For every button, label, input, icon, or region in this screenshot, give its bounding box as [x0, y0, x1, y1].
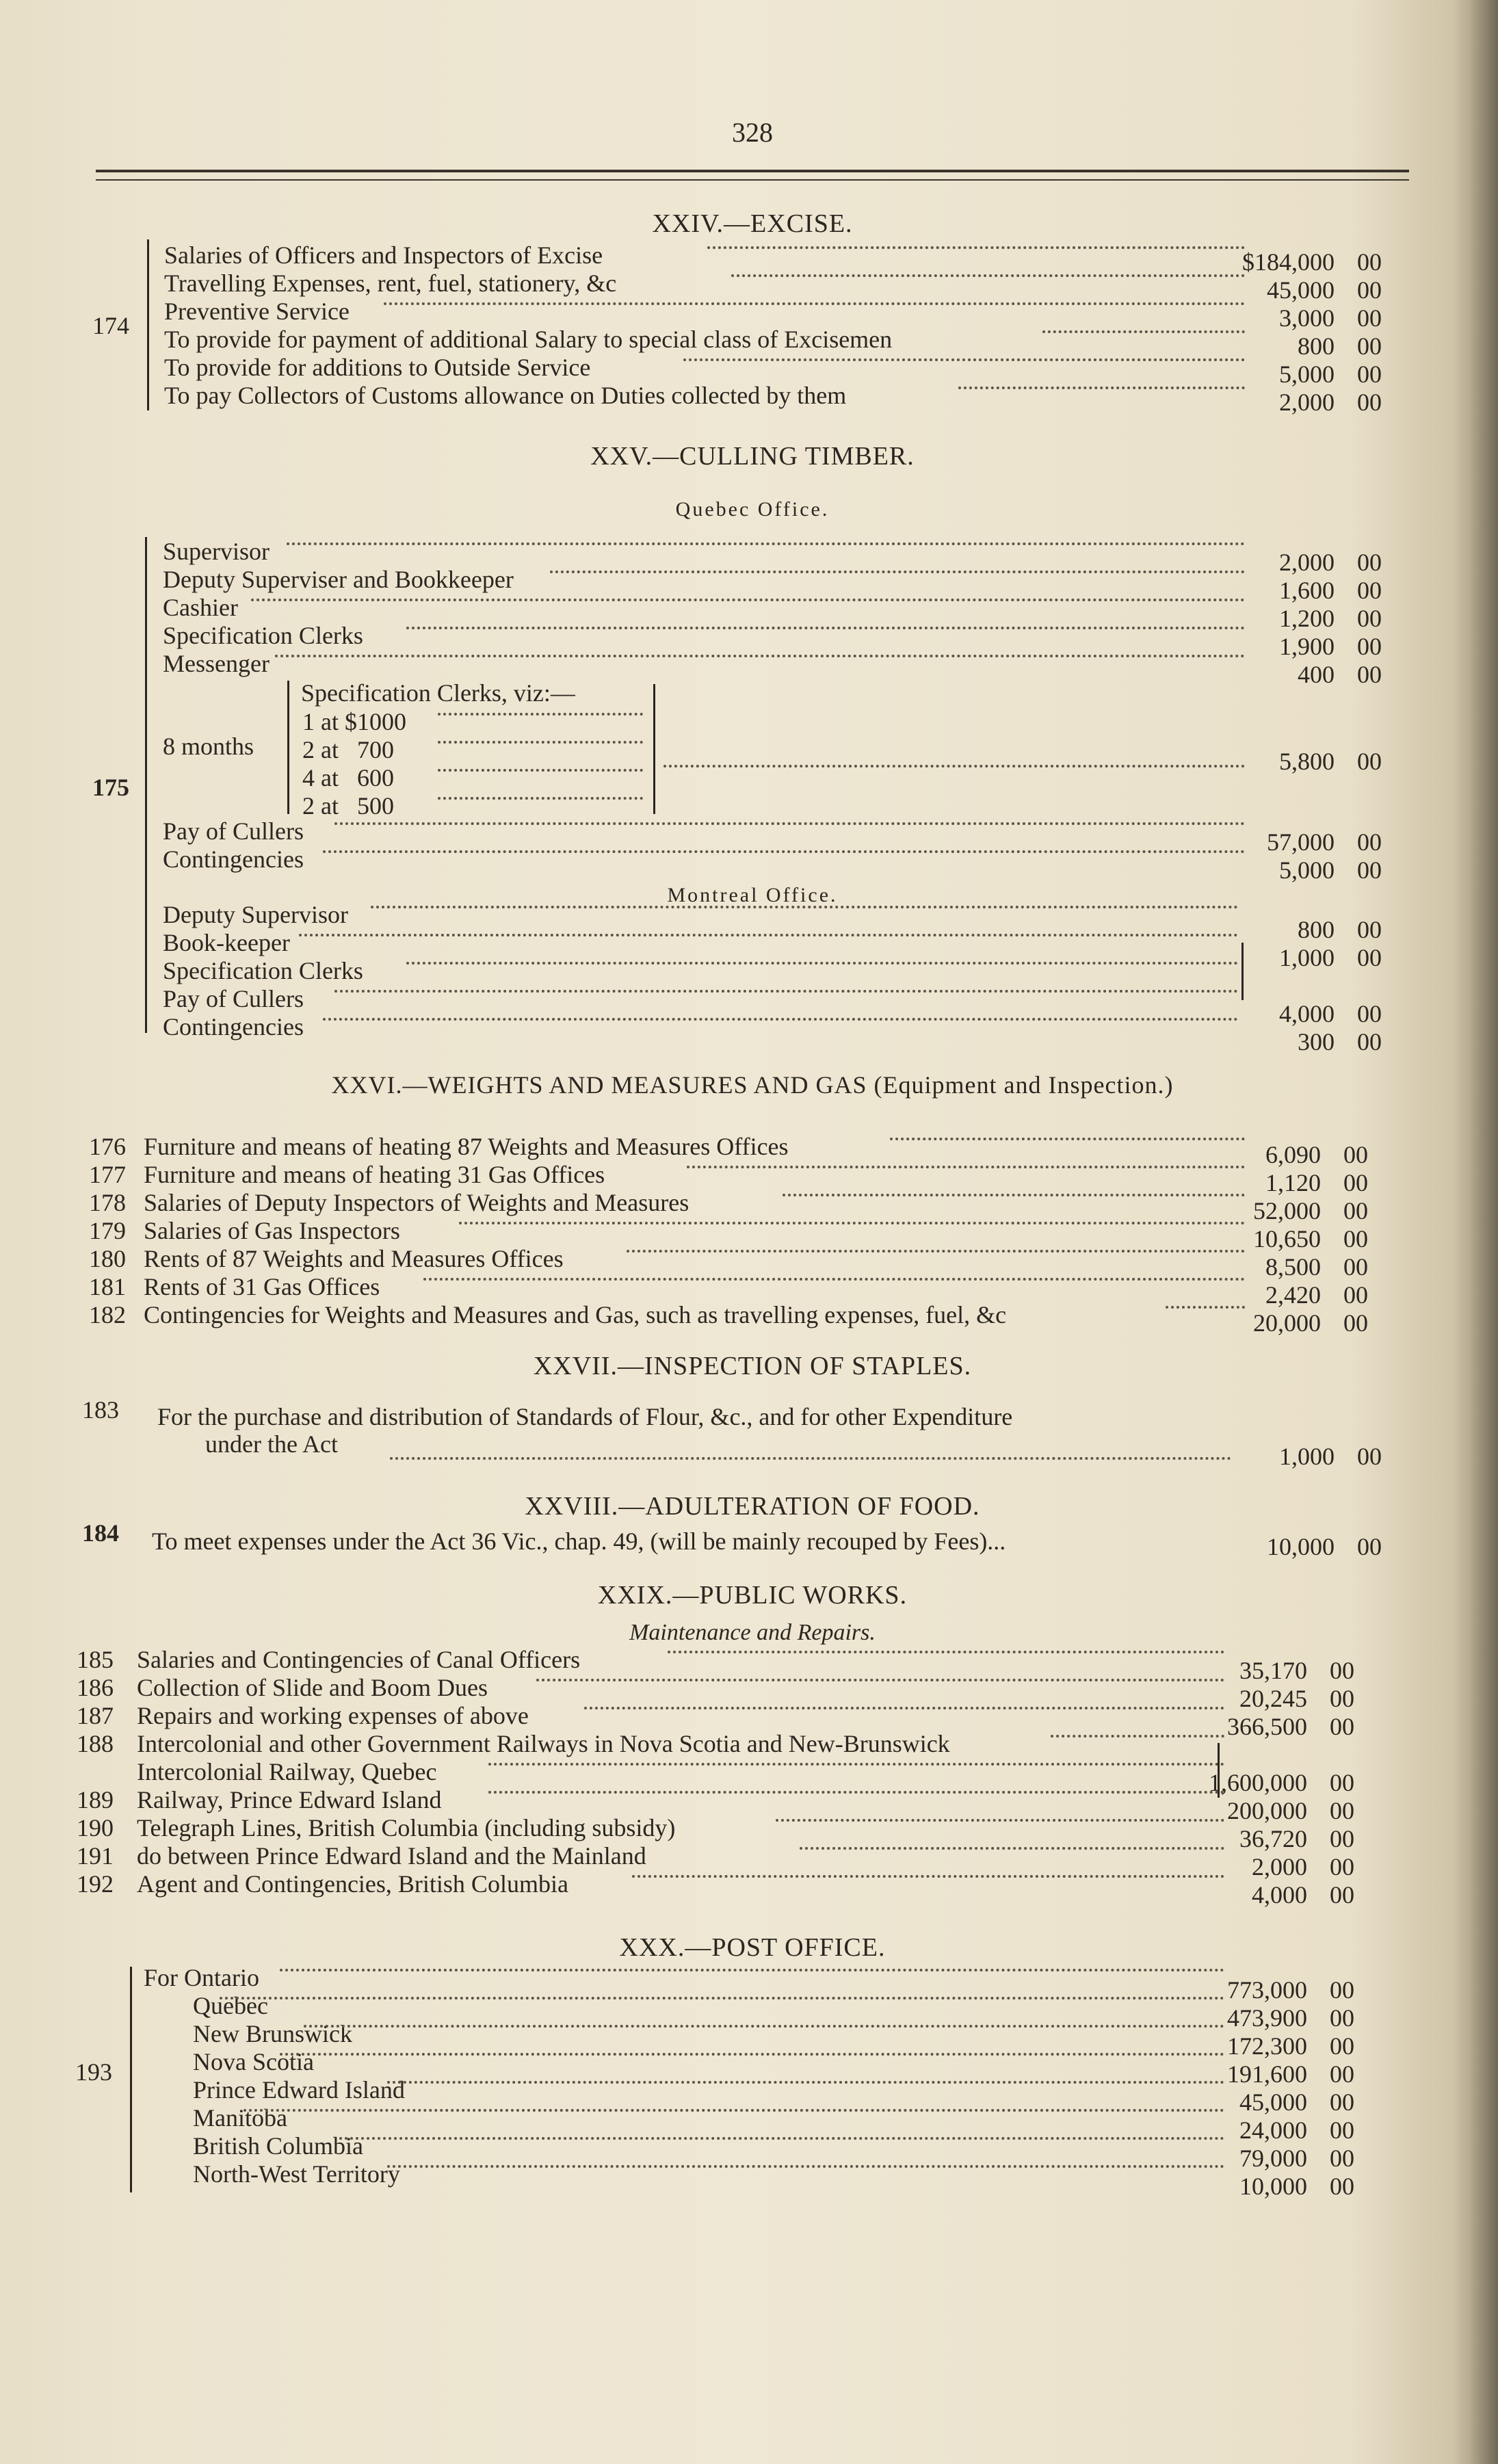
spec-row: 4 at 600	[302, 764, 394, 791]
item-amount: 6,090 00	[1265, 1141, 1368, 1168]
excise-brace	[147, 239, 149, 410]
item-text: Nova Scotia	[193, 2048, 314, 2075]
montreal-brace	[1241, 943, 1244, 1000]
item-text: Intercolonial Railway, Quebec	[137, 1758, 437, 1785]
item-text: North-West Territory	[193, 2160, 400, 2188]
leader-dots	[251, 599, 1246, 601]
item-amount: 52,000 00	[1253, 1197, 1368, 1224]
item-amount: 5,000 00	[1279, 856, 1382, 884]
leader-dots	[438, 769, 643, 772]
item-number: 189	[77, 1786, 114, 1813]
item-amount: 20,000 00	[1253, 1309, 1368, 1337]
item-text: Furniture and means of heating 87 Weights and Measures Offices	[144, 1133, 789, 1160]
adulteration-number: 184	[82, 1519, 119, 1547]
item-text: Salaries of Gas Inspectors	[144, 1217, 400, 1244]
item-amount: 5,000 00	[1279, 361, 1382, 388]
item-amount: 400 00	[1298, 661, 1382, 688]
leader-dots	[220, 1997, 1224, 2000]
post-office-heading: XXX.—POST OFFICE.	[619, 1933, 886, 1962]
top-rule-thin	[96, 179, 1409, 181]
item-amount: 172,300 00	[1227, 2032, 1354, 2060]
leader-dots	[280, 2053, 1225, 2056]
item-amount: 200,000 00	[1227, 1797, 1354, 1824]
spec-amount: 5,800 00	[1279, 748, 1382, 775]
staples-amount: 1,000 00	[1279, 1443, 1382, 1470]
spec-row: 1 at $1000	[302, 708, 406, 735]
item-amount: 45,000 00	[1267, 276, 1382, 304]
leader-dots	[406, 962, 1238, 965]
leader-dots	[683, 358, 1246, 361]
item-text: Rents of 31 Gas Offices	[144, 1273, 380, 1300]
item-amount: 800 00	[1298, 332, 1382, 360]
item-amount: 366,500 00	[1227, 1713, 1354, 1740]
item-number: 188	[77, 1730, 114, 1757]
item-number: 191	[77, 1842, 114, 1870]
item-amount: 300 00	[1298, 1028, 1382, 1056]
item-text: To pay Collectors of Customs allowance on Duties collected by them	[164, 382, 847, 409]
leader-dots	[280, 1969, 1225, 1971]
culling-heading: XXV.—CULLING TIMBER.	[590, 442, 915, 471]
staples-text-2: under the Act	[205, 1430, 338, 1458]
item-text: To provide for additions to Outside Service	[164, 354, 591, 381]
spec-brace	[287, 681, 289, 814]
item-text: British Columbia	[193, 2132, 364, 2160]
leader-dots	[244, 2109, 1224, 2112]
item-number: 181	[89, 1273, 126, 1300]
eight-months-label: 8 months	[163, 733, 254, 760]
item-text: Rents of 87 Weights and Measures Offices	[144, 1245, 564, 1272]
item-amount: 191,600 00	[1227, 2060, 1354, 2088]
quebec-office-heading: Quebec Office.	[675, 498, 830, 521]
item-text: Deputy Superviser and Bookkeeper	[163, 566, 514, 593]
staples-leader	[390, 1457, 1231, 1460]
item-text: Supervisor	[163, 538, 270, 565]
item-text: Collection of Slide and Boom Dues	[137, 1674, 488, 1701]
spec-label: Specification Clerks, viz:—	[301, 679, 575, 707]
item-amount: 800 00	[1298, 916, 1382, 943]
leader-dots	[334, 990, 1238, 993]
item-text: Manitoba	[193, 2104, 287, 2132]
leader-dots	[371, 906, 1239, 908]
item-text: Pay of Cullers	[163, 985, 304, 1012]
item-number: 180	[89, 1245, 126, 1272]
item-text: Furniture and means of heating 31 Gas Offices	[144, 1161, 605, 1188]
item-text: For Ontario	[144, 1964, 259, 1991]
leader-dots	[488, 1763, 1225, 1766]
item-amount: $184,000 00	[1242, 248, 1382, 276]
item-text: Contingencies	[163, 1013, 304, 1040]
item-amount: 4,000 00	[1252, 1881, 1354, 1909]
item-number: 182	[89, 1301, 126, 1328]
item-text: Specification Clerks	[163, 957, 363, 984]
item-number: 186	[77, 1674, 114, 1701]
item-text: Deputy Supervisor	[163, 901, 348, 928]
item-number: 179	[89, 1217, 126, 1244]
item-text: New Brunswick	[193, 2020, 352, 2047]
leader-dots	[632, 1875, 1225, 1878]
item-text: Prince Edward Island	[193, 2076, 405, 2103]
leader-dots	[323, 1018, 1239, 1021]
leader-dots	[304, 2025, 1225, 2028]
leader-dots	[1051, 1735, 1224, 1738]
item-text: Pay of Cullers	[163, 817, 304, 845]
post-office-brace	[130, 1967, 132, 2192]
leader-dots	[488, 1791, 1225, 1794]
item-amount: 45,000 00	[1239, 2088, 1354, 2116]
public-works-subheading: Maintenance and Repairs.	[629, 1620, 876, 1645]
item-amount: 4,000 00	[1279, 1000, 1382, 1027]
item-amount: 2,000 00	[1252, 1853, 1354, 1880]
item-text: Intercolonial and other Government Railways in Nova Scotia and New-Brunswick	[137, 1730, 950, 1757]
leader-dots	[663, 765, 1245, 768]
spec-row: 2 at 700	[302, 736, 394, 763]
staples-text-1: For the purchase and distribution of Standards of Flour, &c., and for other Expenditure	[157, 1403, 1013, 1430]
leader-dots	[536, 1679, 1225, 1681]
leader-dots	[438, 713, 643, 716]
item-amount: 57,000 00	[1267, 828, 1382, 856]
adulteration-text: To meet expenses under the Act 36 Vic., chap. 49, (will be mainly recouped by Fees)...	[152, 1528, 1006, 1555]
leader-dots	[387, 2081, 1224, 2084]
spec-row: 2 at 500	[302, 792, 394, 820]
adulteration-heading: XXVIII.—ADULTERATION OF FOOD.	[525, 1492, 980, 1521]
leader-dots	[731, 274, 1246, 277]
item-amount: 35,170 00	[1239, 1657, 1354, 1684]
item-text: Contingencies for Weights and Measures and Gas, such as travelling expenses, fuel, &c	[144, 1301, 1007, 1328]
item-amount: 3,000 00	[1279, 304, 1382, 332]
item-text: To provide for payment of additional Salary to special class of Excisemen	[164, 326, 893, 353]
item-amount: 2,420 00	[1265, 1281, 1368, 1309]
leader-dots	[584, 1707, 1225, 1709]
item-text: Book-keeper	[163, 929, 290, 956]
page-edge	[1471, 0, 1498, 2464]
item-text: Salaries and Contingencies of Canal Officers	[137, 1646, 581, 1673]
leader-dots	[406, 627, 1245, 629]
public-works-heading: XXIX.—PUBLIC WORKS.	[597, 1581, 908, 1610]
item-number: 176	[89, 1133, 126, 1160]
item-amount: 10,000 00	[1239, 2173, 1354, 2200]
item-text: Agent and Contingencies, British Columbia	[137, 1870, 568, 1898]
culling-vote-number: 175	[92, 774, 129, 801]
item-amount: 2,000 00	[1279, 389, 1382, 416]
item-number: 190	[77, 1814, 114, 1842]
excise-vote-number: 174	[92, 312, 129, 339]
leader-dots	[334, 822, 1245, 825]
railways-brace	[1218, 1743, 1220, 1798]
item-number: 185	[77, 1646, 114, 1673]
item-number: 192	[77, 1870, 114, 1898]
item-amount: 1,600 00	[1279, 577, 1382, 604]
item-amount: 10,650 00	[1253, 1225, 1368, 1253]
item-amount: 1,000 00	[1279, 944, 1382, 971]
leader-dots	[627, 1250, 1245, 1253]
item-text: Quebec	[193, 1992, 268, 2019]
item-amount: 1,600,000 00	[1209, 1769, 1354, 1796]
leader-dots	[438, 741, 643, 744]
item-amount: 773,000 00	[1227, 1976, 1354, 2004]
item-amount: 1,900 00	[1279, 633, 1382, 660]
leader-dots	[299, 934, 1239, 936]
item-text: Repairs and working expenses of above	[137, 1702, 529, 1729]
item-amount: 1,200 00	[1279, 605, 1382, 632]
montreal-office-heading: Montreal Office.	[667, 884, 838, 906]
leader-dots	[384, 302, 1245, 305]
weights-heading: XXVI.—WEIGHTS AND MEASURES AND GAS (Equipment and Inspection.)	[331, 1071, 1174, 1099]
spec-right-brace	[653, 684, 655, 814]
item-text: Cashier	[163, 594, 238, 621]
leader-dots	[668, 1651, 1224, 1653]
leader-dots	[459, 1222, 1245, 1224]
item-text: Contingencies	[163, 846, 304, 873]
item-amount: 1,120 00	[1265, 1169, 1368, 1196]
post-office-vote-number: 193	[75, 2058, 112, 2086]
item-amount: 20,245 00	[1239, 1685, 1354, 1712]
item-text: Telegraph Lines, British Columbia (including subsidy)	[137, 1814, 676, 1842]
item-text: Travelling Expenses, rent, fuel, stationery, &c	[164, 270, 617, 297]
leader-dots	[550, 571, 1245, 573]
item-amount: 36,720 00	[1239, 1825, 1354, 1852]
leader-dots	[687, 1166, 1246, 1168]
top-rule	[96, 170, 1409, 172]
item-amount: 2,000 00	[1279, 549, 1382, 576]
item-amount: 8,500 00	[1265, 1253, 1368, 1281]
leader-dots	[423, 1278, 1246, 1281]
item-text: Railway, Prince Edward Island	[137, 1786, 442, 1813]
item-text: Specification Clerks	[163, 622, 363, 649]
leader-dots	[776, 1819, 1225, 1822]
excise-heading: XXIV.—EXCISE.	[652, 209, 853, 238]
leader-dots	[707, 246, 1246, 249]
leader-dots	[275, 655, 1246, 657]
staples-heading: XXVII.—INSPECTION OF STAPLES.	[533, 1352, 972, 1380]
item-text: do between Prince Edward Island and the Mainland	[137, 1842, 646, 1870]
leader-dots	[339, 2137, 1224, 2140]
item-text: Messenger	[163, 650, 270, 677]
staples-number: 183	[82, 1396, 119, 1424]
item-number: 178	[89, 1189, 126, 1216]
culling-brace	[145, 537, 147, 1033]
leader-dots	[783, 1194, 1246, 1196]
item-text: Salaries of Deputy Inspectors of Weights and Measures	[144, 1189, 689, 1216]
item-number: 177	[89, 1161, 126, 1188]
leader-dots	[438, 797, 643, 800]
leader-dots	[387, 2165, 1224, 2168]
item-amount: 79,000 00	[1239, 2145, 1354, 2172]
adulteration-amount: 10,000 00	[1267, 1533, 1382, 1560]
item-text: Salaries of Officers and Inspectors of Excise	[164, 241, 603, 269]
item-amount: 473,900 00	[1227, 2004, 1354, 2032]
leader-dots	[287, 542, 1245, 545]
page-number: 328	[732, 117, 773, 148]
item-amount: 24,000 00	[1239, 2116, 1354, 2144]
leader-dots	[323, 850, 1246, 853]
item-text: Preventive Service	[164, 298, 350, 325]
item-number: 187	[77, 1702, 114, 1729]
leader-dots	[800, 1847, 1225, 1850]
